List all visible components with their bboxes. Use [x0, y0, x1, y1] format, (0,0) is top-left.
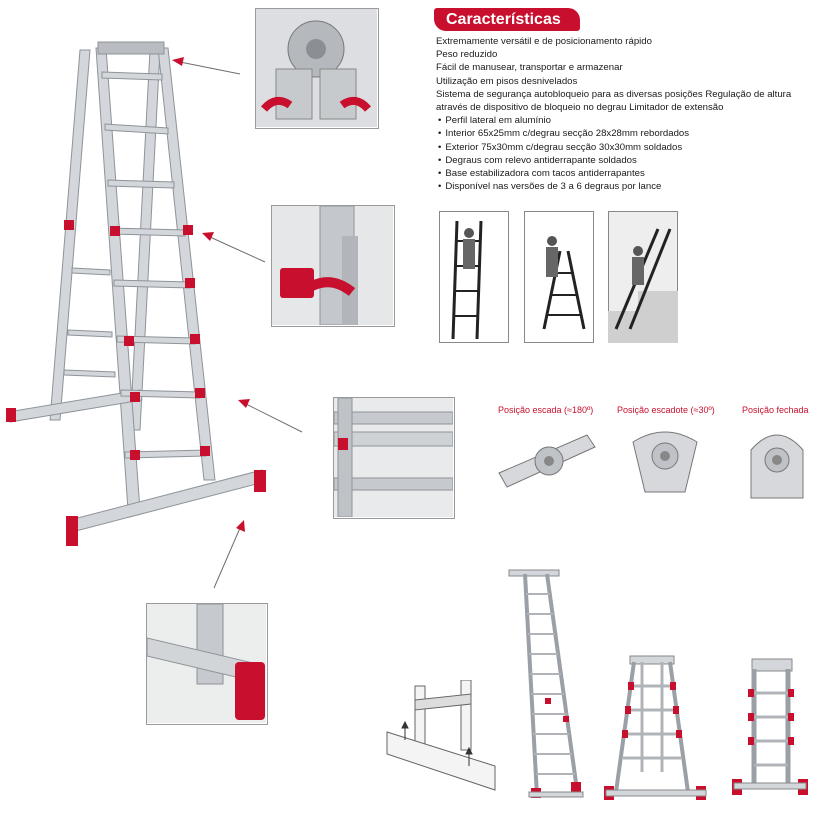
extended-ladder-image	[505, 568, 595, 803]
spec-bullet: • Base estabilizadora com tacos antiderrapantes	[436, 167, 831, 180]
position-label-stepladder: Posição escadote (≈30º)	[617, 405, 715, 415]
spec-bullet: • Disponível nas versões de 3 a 6 degraus por lance	[436, 180, 831, 193]
spec-bullet: • Exterior 75x30mm c/degrau secção 30x30mm soldados	[436, 141, 831, 154]
hinge-closed-position-image	[745, 420, 810, 502]
usage-pictogram-stepladder	[524, 211, 594, 343]
spec-bullet: • Degraus com relevo antiderrapante soldados	[436, 154, 831, 167]
usage-pictogram-straight	[439, 211, 509, 343]
spec-line: Sistema de segurança autobloqueio para as diversas posições Regulação de altura	[436, 88, 792, 100]
spec-bullet: • Perfil lateral em alumínio	[436, 114, 831, 127]
position-label-closed: Posição fechada	[742, 405, 809, 415]
hinge-ladder-position-image	[497, 425, 597, 500]
position-label-ladder: Posição escada (≈180º)	[498, 405, 594, 415]
hinge-stepladder-position-image	[625, 422, 710, 502]
closed-ladder-image	[730, 655, 810, 800]
stepladder-image	[602, 652, 710, 804]
spec-line: Utilização em pisos desnivelados	[436, 75, 578, 87]
usage-pictogram-stairs	[608, 211, 678, 343]
spec-line: Fácil de manusear, transportar e armazenar	[436, 62, 623, 74]
base-assembly-diagram	[385, 680, 500, 800]
heading-text: Características	[446, 11, 561, 28]
spec-line: através de dispositivo de bloqueio no degrau Limitador de extensão	[436, 102, 724, 114]
spec-line: Extremamente versátil e de posicionamento rápido	[436, 36, 652, 47]
spec-line: Peso reduzido	[436, 49, 498, 61]
spec-bullet: • Interior 65x25mm c/degrau secção 28x28mm rebordados	[436, 127, 831, 140]
